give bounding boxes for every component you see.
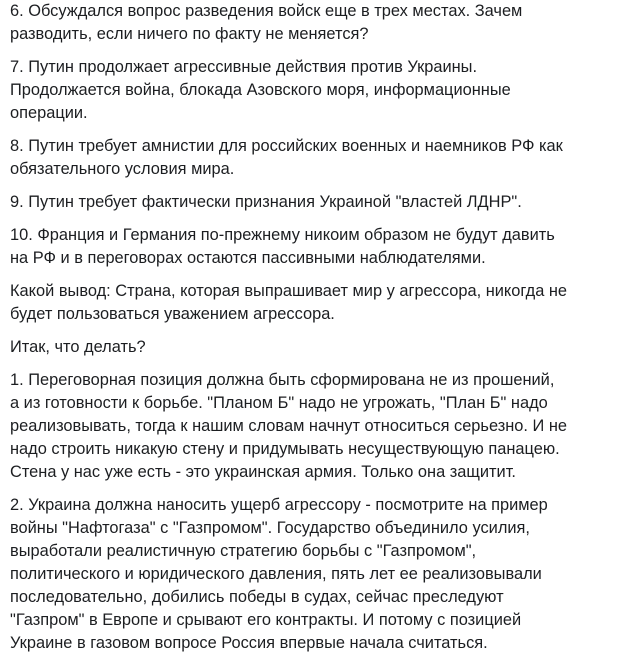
paragraph-7-aggressive-actions (10, 56, 610, 125)
line: Итак, что делать? (10, 338, 146, 356)
line: последовательно, добились победы в судах, сейчас преследуют (10, 588, 504, 606)
line: Стена у нас уже есть - это украинская армия. Только она защитит. (10, 463, 516, 481)
line: 10. Франция и Германия по-прежнему никоим образом не будут давить (10, 226, 555, 244)
paragraph-conclusion (10, 280, 610, 326)
line: Продолжается война, блокада Азовского моря, информационные (10, 81, 511, 99)
line: Какой вывод: Страна, которая выпрашивает мир у агрессора, никогда не (10, 282, 568, 300)
line: а из готовности к борьбе. "Планом Б" надо не угрожать, "План Б" надо (10, 394, 548, 412)
line: Украине в газовом вопросе Россия впервые начала считаться. (10, 634, 488, 652)
line: политического и юридического давления, пять лет ее реализовывали (10, 565, 542, 583)
line: надо строить никакую стену и придумывать несуществующую панацею. (10, 440, 560, 458)
paragraph-6-troop-disengagement (10, 0, 610, 46)
post-body (10, 0, 610, 655)
line: обязательного условия мира. (10, 160, 235, 178)
line: войны "Нафтогаза" с "Газпромом". Государство объединило усилия, (10, 519, 530, 537)
line: 6. Обсуждался вопрос разведения войск еще в трех местах. Зачем (10, 2, 523, 20)
line: на РФ и в переговорах остаются пассивными наблюдателями. (10, 249, 486, 267)
paragraph-10-france-germany (10, 224, 610, 270)
paragraph-2-damage-aggressor (10, 494, 610, 655)
line: 8. Путин требует амнистии для российских военных и наемников РФ как (10, 137, 563, 155)
line: 9. Путин требует фактически признания Украиной "властей ЛДНР". (10, 193, 522, 211)
line: 1. Переговорная позиция должна быть сформирована не из прошений, (10, 371, 555, 389)
line: "Газпром" в Европе и срывают его контракты. И потому с позицией (10, 611, 522, 629)
line: 2. Украина должна наносить ущерб агрессору - посмотрите на пример (10, 496, 548, 514)
paragraph-1-negotiating-position (10, 369, 610, 484)
paragraph-what-to-do (10, 336, 610, 359)
line: будет пользоваться уважением агрессора. (10, 305, 335, 323)
line: разводить, если ничего по факту не меняется? (10, 25, 369, 43)
line: выработали реалистичную стратегию борьбы с "Газпромом", (10, 542, 477, 560)
line: реализовывать, тогда к нашим словам начнут относиться серьезно. И не (10, 417, 568, 435)
line: 7. Путин продолжает агрессивные действия против Украины. (10, 58, 478, 76)
paragraph-9-recognition (10, 191, 610, 214)
line: операции. (10, 104, 88, 122)
paragraph-8-amnesty (10, 135, 610, 181)
